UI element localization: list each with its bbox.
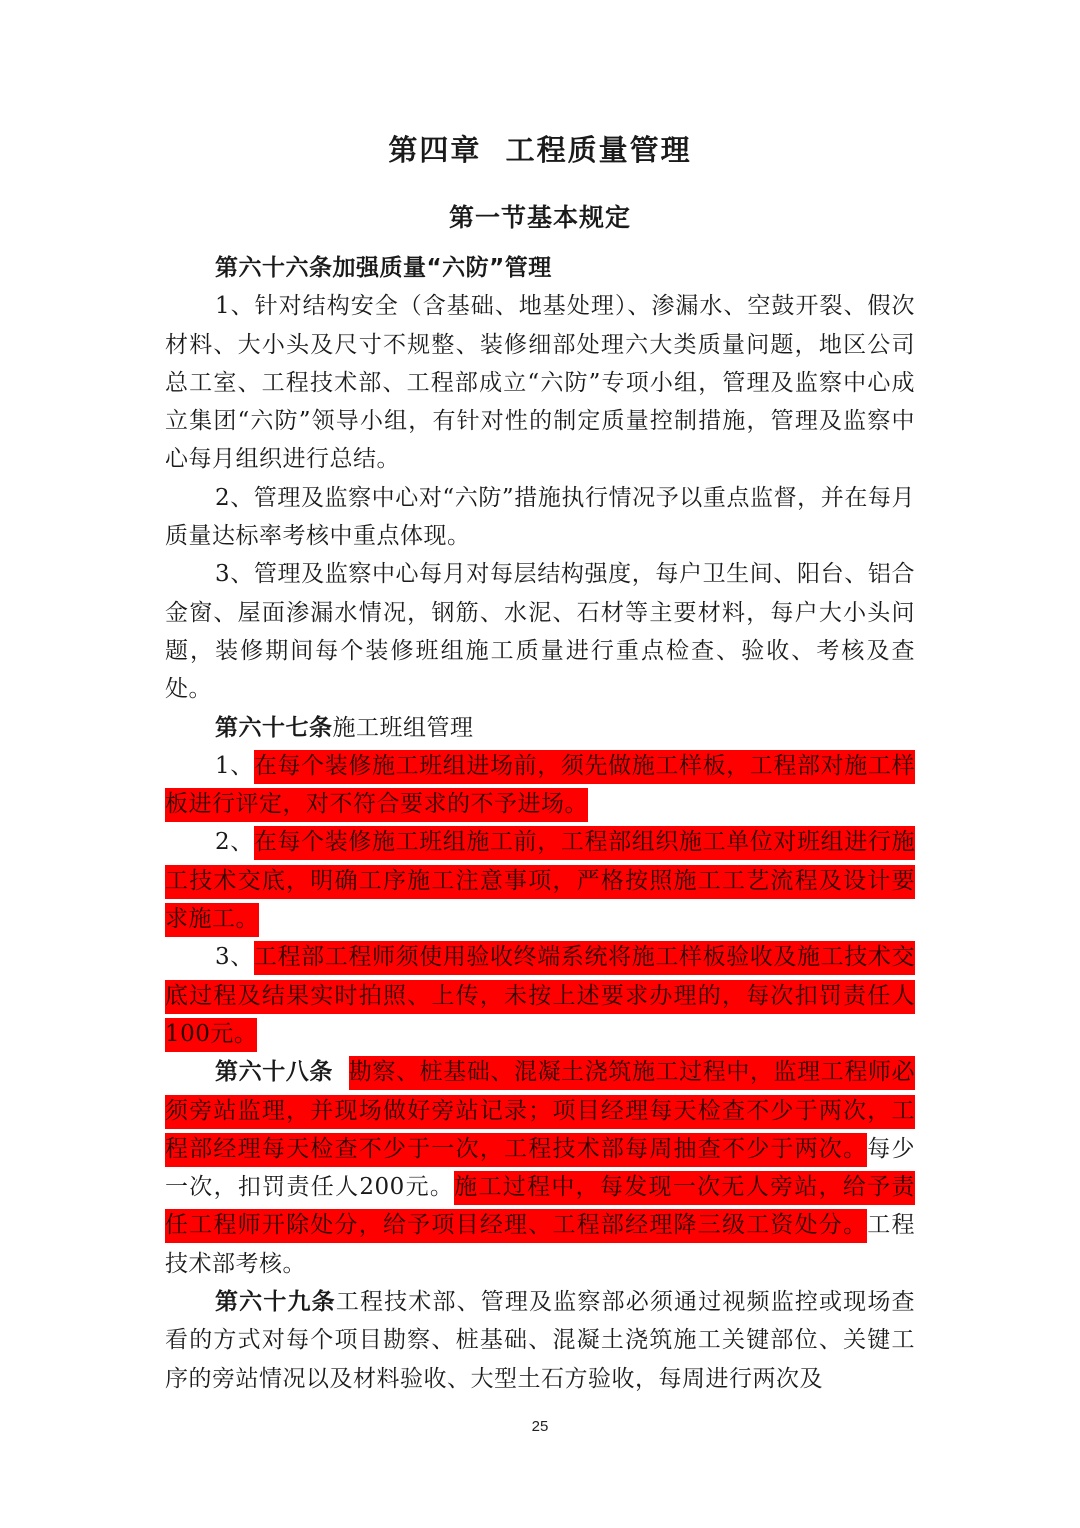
highlight-text: 在每个装修施工班组施工前，工程部组织施工单位对班组进行施工技术交底，明确工序施工注意事项，严格按照施工工艺流程及设计要求施工。 — [165, 826, 915, 937]
article-68-label: 第六十八条 — [215, 1059, 333, 1086]
article-66-item-3: 3、管理及监察中心每月对每层结构强度，每户卫生间、阳台、铝合金窗、屋面渗漏水情况，钢筋、水泥、石材等主要材料，每户大小头问题，装修期间每个装修班组施工质量进行重点检查、验收、考核及查处。 — [165, 561, 915, 703]
highlight-text: 在每个装修施工班组进场前，须先做施工样板，工程部对施工样板进行评定，对不符合要求的不予进场。 — [165, 750, 915, 822]
article-67-item-2: 2、在每个装修施工班组施工前，工程部组织施工单位对班组进行施工技术交底，明确工序施工注意事项，严格按照施工工艺流程及设计要求施工。 — [165, 823, 915, 938]
article-66-item-2: 2、管理及监察中心对“六防”措施执行情况予以重点监督，并在每月质量达标率考核中重点体现。 — [165, 484, 915, 550]
highlight-text: 施工过程中，每发现一次无人旁站，给予责任工程师开除处分，给予项目经理、工程部经理降三级工资处分。 — [165, 1171, 915, 1243]
chapter-title: 第四章 工程质量管理 — [388, 133, 692, 167]
article-66-item-1: 1、针对结构安全（含基础、地基处理）、渗漏水、空鼓开裂、假次材料、大小头及尺寸不规整、装修细部处理六大类质量问题，地区公司总工室、工程技术部、工程部成立“六防”专项小组，管理及监察中心成立集团“六防”领导小组，有针对性的制定质量控制措施，管理及监察中心每月组织进行总结。 — [165, 293, 915, 473]
article-68-assessment: 工程技术部考核。 — [165, 1212, 916, 1277]
document-body — [165, 249, 915, 1398]
article-67-item-3: 3、工程部工程师须使用验收终端系统将施工样板验收及施工技术交底过程及结果实时拍照、上传，未按上述要求办理的，每次扣罚责任人100元。 — [165, 938, 915, 1053]
article-67-item-1: 1、在每个装修施工班组进场前，须先做施工样板，工程部对施工样板进行评定，对不符合要求的不予进场。 — [165, 747, 915, 824]
highlight-text: 勘察、桩基础、混凝土浇筑施工过程中，监理工程师必须旁站监理，并现场做好旁站记录；项目经理每天检查不少于两次，工程部经理每天检查不少于一次，工程技术部每周抽查不少于两次。 — [165, 1056, 915, 1167]
article-67-heading: 施工班组管理 — [332, 714, 474, 741]
article-69: 第六十九条工程技术部、管理及监察部必须通过视频监控或现场查看的方式对每个项目勘察、桩基础、混凝土浇筑施工关键部位、关键工序的旁站情况以及材料验收、大型土石方验收，每周进行两次及 — [165, 1289, 916, 1392]
page-number: 25 — [531, 1418, 549, 1435]
article-67-title — [165, 709, 915, 747]
section-title: 第一节基本规定 — [448, 203, 631, 232]
highlight-text: 工程部工程师须使用验收终端系统将施工样板验收及施工技术交底过程及结果实时拍照、上传，未按上述要求办理的，每次扣罚责任人100元。 — [165, 941, 915, 1052]
article-69-label: 第六十九条 — [215, 1289, 336, 1316]
article-66-title: 第六十六条加强质量“六防”管理 — [215, 255, 552, 281]
article-68-penalty: 每少一次，扣罚责任人200元。 — [165, 1135, 916, 1201]
article-68 — [165, 1053, 915, 1283]
article-67-label: 第六十七条 — [215, 714, 333, 741]
